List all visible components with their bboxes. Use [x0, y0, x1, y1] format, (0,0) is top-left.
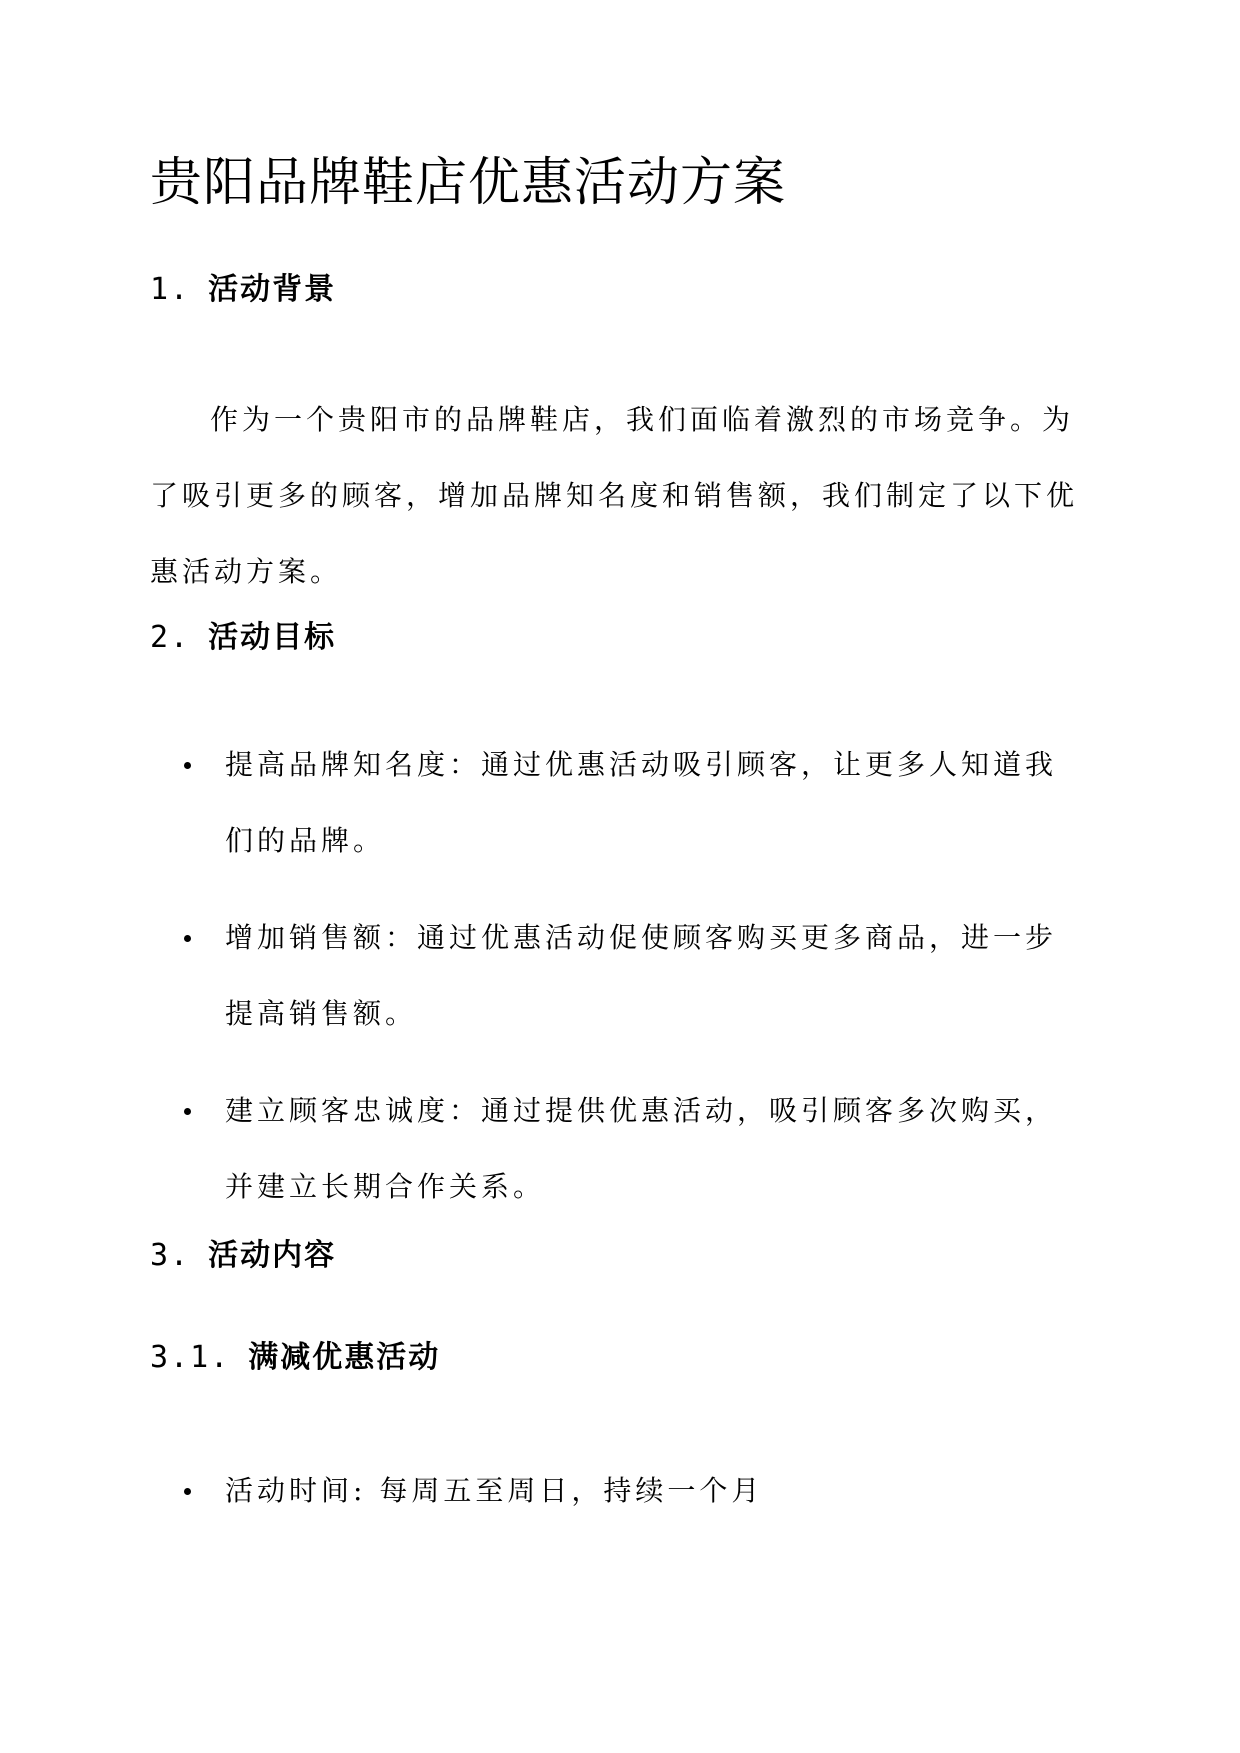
- bullet-icon: [184, 935, 191, 942]
- bullet-icon: [184, 762, 191, 769]
- list-item: [184, 900, 1085, 1052]
- section-title: 活动目标: [208, 620, 337, 655]
- section-number: 2.: [150, 620, 191, 655]
- section-title: 满减优惠活动: [248, 1340, 441, 1375]
- subsection-heading-3-1: [150, 1338, 440, 1378]
- list-item-text: 提高品牌知名度：通过优惠活动吸引顾客，让更多人知道我们的品牌。: [225, 748, 1058, 857]
- list-item-text: 活动时间: 每周五至周日，持续一个月: [225, 1474, 764, 1507]
- section-heading-2: [150, 618, 336, 658]
- list-item-text: 建立顾客忠诚度：通过提供优惠活动，吸引顾客多次购买，并建立长期合作关系。: [225, 1094, 1058, 1203]
- section-heading-1: [150, 270, 336, 310]
- list-item: [184, 1453, 1085, 1529]
- section-number: 3.: [150, 1238, 191, 1273]
- list-item: [184, 1073, 1085, 1225]
- section-number: 1.: [150, 272, 191, 307]
- section-title: 活动内容: [208, 1238, 337, 1273]
- bullet-icon: [184, 1488, 191, 1495]
- section-title: 活动背景: [208, 272, 337, 307]
- list-item: [184, 727, 1085, 879]
- list-item-text: 增加销售额：通过优惠活动促使顾客购买更多商品，进一步提高销售额。: [225, 921, 1058, 1030]
- section-number: 3.1.: [150, 1340, 231, 1375]
- bullet-icon: [184, 1108, 191, 1115]
- document-title: 贵阳品牌鞋店优惠活动方案: [150, 153, 787, 213]
- section-heading-3: [150, 1236, 336, 1276]
- background-paragraph: 作为一个贵阳市的品牌鞋店，我们面临着激烈的市场竞争。为了吸引更多的顾客，增加品牌知名度和销售额，我们制定了以下优惠活动方案。: [150, 403, 1079, 588]
